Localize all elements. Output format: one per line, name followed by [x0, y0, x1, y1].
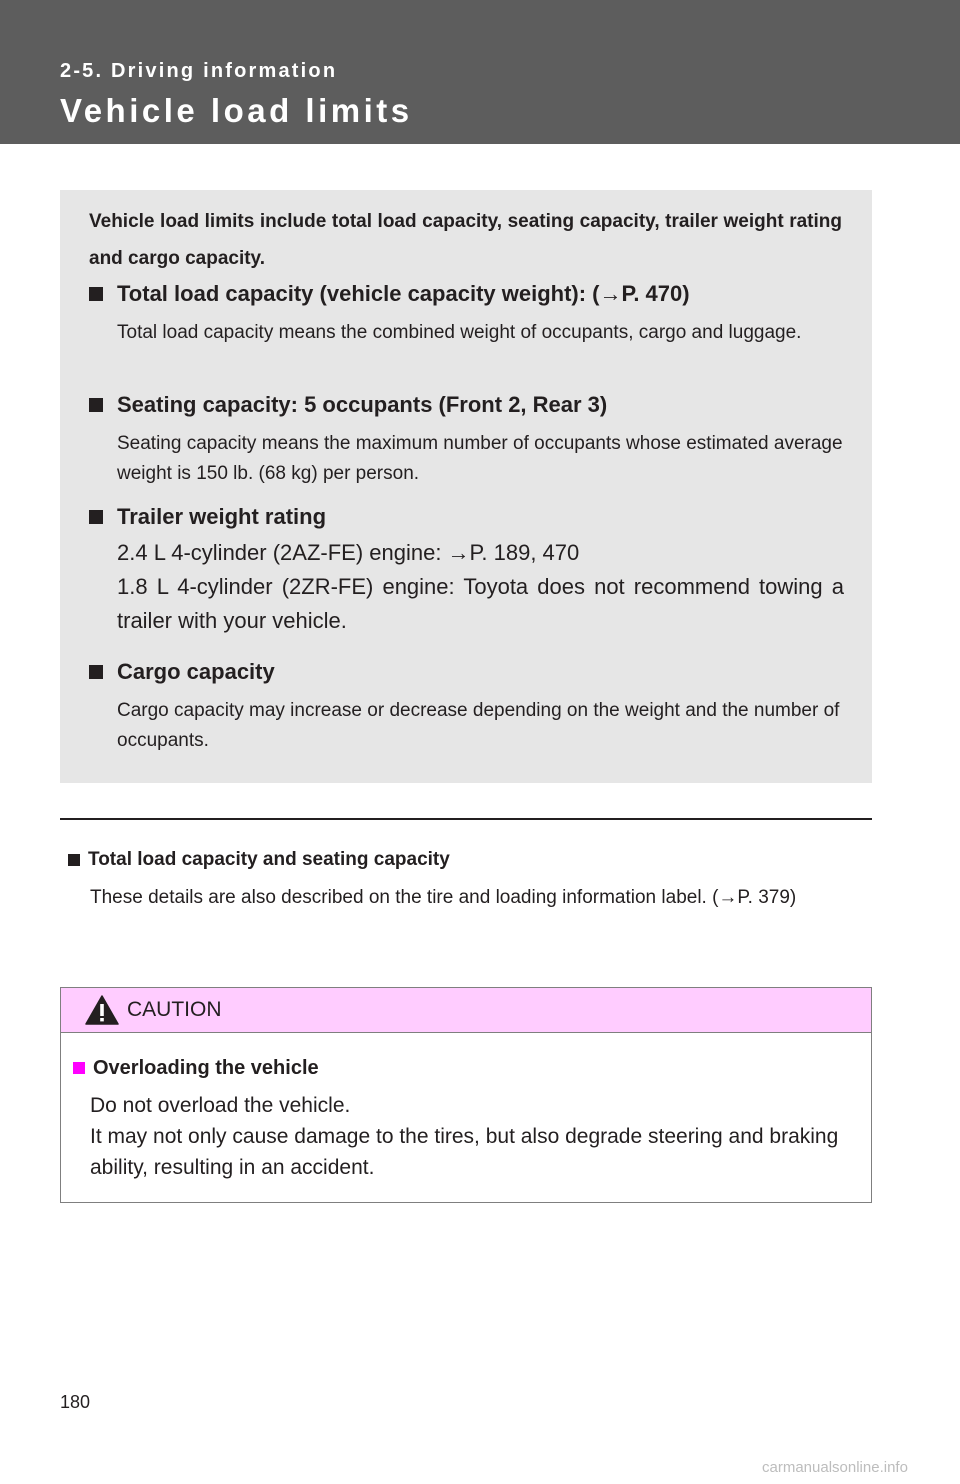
- caution-line: Do not overload the vehicle.: [90, 1094, 351, 1117]
- summary-box: [60, 190, 872, 783]
- watermark: carmanualsonline.info: [762, 1459, 908, 1476]
- item-body: Total load capacity means the combined weight of occupants, cargo and luggage.: [117, 322, 802, 343]
- page-header: [0, 0, 960, 144]
- note-section: [68, 846, 862, 913]
- summary-item-trailer: [89, 502, 844, 638]
- item-heading: Trailer weight rating: [117, 504, 327, 529]
- item-body: Cargo capacity may increase or decrease depending on the weight and the number of occupants.: [117, 700, 840, 751]
- note-heading: Total load capacity and seating capacity: [88, 849, 450, 870]
- item-heading: Seating capacity: 5 occupants (Front 2, Rear 3): [117, 392, 608, 417]
- item-heading: Total load capacity (vehicle capacity weight): (→P. 470): [117, 281, 690, 306]
- square-bullet-icon: [89, 287, 103, 301]
- summary-item-seating: [89, 390, 844, 489]
- square-bullet-icon: [73, 1062, 85, 1074]
- section-label: 2-5. Driving information: [60, 60, 338, 82]
- caution-line: It may not only cause damage to the tires, but also degrade steering and braking ability, resulting in an accident.: [90, 1125, 839, 1179]
- square-bullet-icon: [68, 854, 80, 866]
- summary-item-total-load: [89, 279, 844, 348]
- item-heading: Cargo capacity: [117, 659, 275, 684]
- note-body: These details are also described on the tire and loading information label. (→P. 379): [90, 887, 797, 908]
- square-bullet-icon: [89, 510, 103, 524]
- square-bullet-icon: [89, 398, 103, 412]
- caution-content: [73, 1054, 863, 1183]
- page-number: 180: [60, 1392, 91, 1412]
- item-line: 1.8 L 4-cylinder (2ZR-FE) engine: Toyota does not recommend towing a trailer with your vehicle.: [117, 574, 844, 633]
- square-bullet-icon: [89, 665, 103, 679]
- caution-box: [60, 987, 872, 1203]
- caution-title: CAUTION: [127, 998, 222, 1021]
- page-title: Vehicle load limits: [60, 92, 413, 129]
- item-body: Seating capacity means the maximum number of occupants whose estimated average weight is 150 lb. (68 kg) per person.: [117, 433, 843, 484]
- summary-intro: Vehicle load limits include total load capacity, seating capacity, trailer weight rating and cargo capacity.: [89, 211, 842, 269]
- caution-header: [61, 988, 871, 1033]
- warning-icon: [85, 995, 119, 1025]
- summary-item-cargo: [89, 657, 844, 756]
- caution-heading: Overloading the vehicle: [93, 1057, 319, 1079]
- divider: [60, 818, 872, 820]
- item-line: 2.4 L 4-cylinder (2AZ-FE) engine: →P. 189, 470: [117, 540, 580, 565]
